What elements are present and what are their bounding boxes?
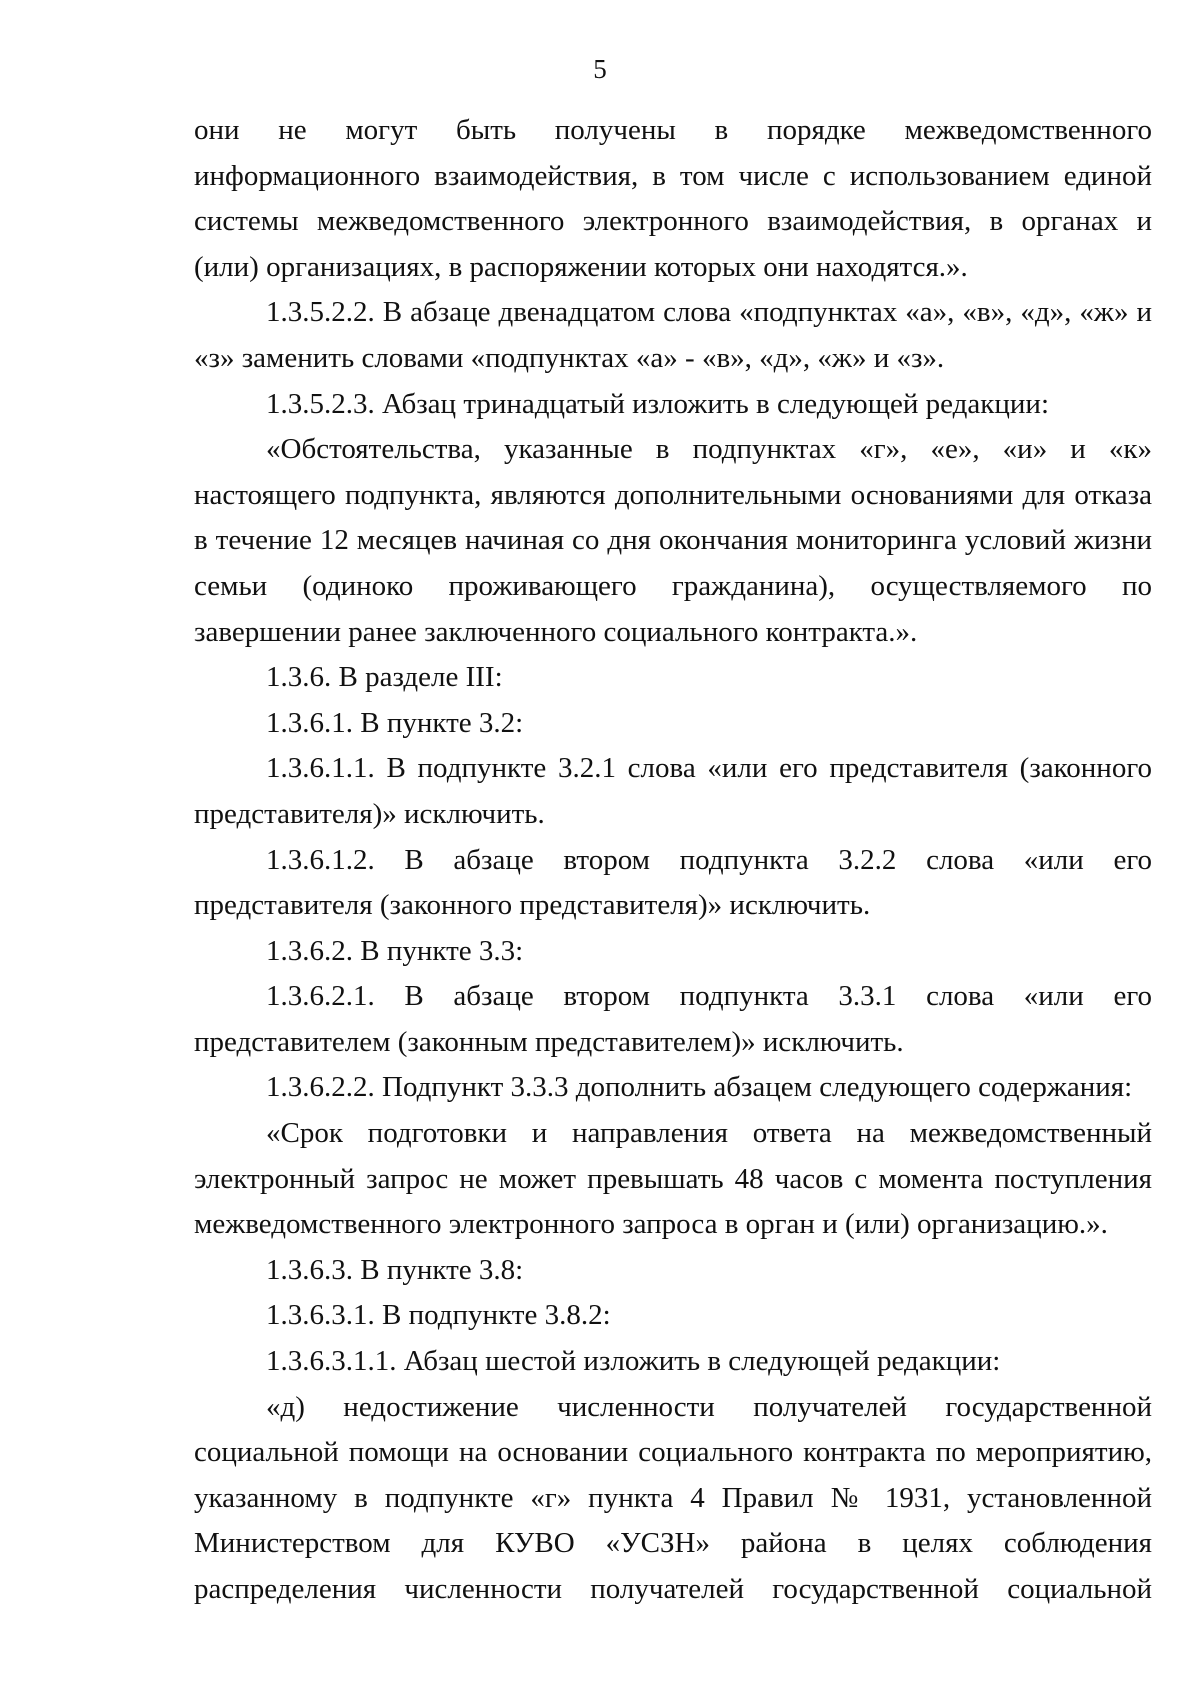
paragraph-1-3-6-2-2: 1.3.6.2.2. Подпункт 3.3.3 дополнить абзацем следующего содержания: (266, 1071, 1133, 1104)
paragraph-quote-circumstances: «Обстоятельства, указанные в подпунктах «г», «е», «и» и «к» настоящего подпункта, являются дополнительными основаниями для отказа в течение 12 месяцев начиная со дня окончания мониторинга условий жизни семьи (одиноко проживающего гражданина), осуществляемого по завершении ранее заключенного социального контракта.». (194, 433, 1152, 648)
paragraph-1-3-6-2: 1.3.6.2. В пункте 3.3: (266, 934, 524, 967)
paragraph-quote-deadline: «Срок подготовки и направления ответа на межведомственный электронный запрос не может превышать 48 часов с момента поступления межведомственного электронного запроса в орган и (или) организацию.». (194, 1117, 1152, 1241)
paragraph-1-3-6-3-1: 1.3.6.3.1. В подпункте 3.8.2: (266, 1299, 611, 1332)
paragraph-1-3-5-2-3: 1.3.5.2.3. Абзац тринадцатый изложить в следующей редакции: (266, 387, 1049, 420)
page-number: 5 (593, 54, 607, 84)
paragraph-1-3-6-3-1-1: 1.3.6.3.1.1. Абзац шестой изложить в следующей редакции: (266, 1345, 1001, 1378)
paragraph-1-3-6: 1.3.6. В разделе III: (266, 661, 503, 694)
paragraph-1-3-5-2-2: 1.3.5.2.2. В абзаце двенадцатом слова «подпунктах «а», «в», «д», «ж» и «з» заменить словами «подпунктах «а» - «в», «д», «ж» и «з». (194, 296, 1152, 374)
paragraph-1-3-6-1-2: 1.3.6.1.2. В абзаце втором подпункта 3.2.2 слова «или его представителя (законного представителя)» исключить. (194, 843, 1152, 922)
paragraph-1-3-6-1-1: 1.3.6.1.1. В подпункте 3.2.1 слова «или его представителя (законного представителя)» исключить. (194, 752, 1152, 830)
document-body (194, 108, 1152, 1613)
paragraph-quote-item-d: «д) недостижение численности получателей государственной социальной помощи на основании социального контракта по мероприятию, указанному в подпункте «г» пункта 4 Правил № 1931, установленной Министерством для КУВО «УСЗН» района в целях соблюдения распределения численности получателей государственной социальной (194, 1390, 1152, 1605)
paragraph-1-3-6-2-1: 1.3.6.2.1. В абзаце втором подпункта 3.3.1 слова «или его представителем (законным представителем)» исключить. (194, 980, 1152, 1058)
paragraph-1-3-6-3: 1.3.6.3. В пункте 3.8: (266, 1253, 524, 1286)
paragraph-continuation: они не могут быть получены в порядке межведомственного информационного взаимодействия, в том числе с использованием единой системы межведомственного электронного взаимодействия, в органах и (или) организациях, в распоряжении которых они находятся.». (194, 114, 1152, 283)
paragraph-1-3-6-1: 1.3.6.1. В пункте 3.2: (266, 706, 524, 739)
